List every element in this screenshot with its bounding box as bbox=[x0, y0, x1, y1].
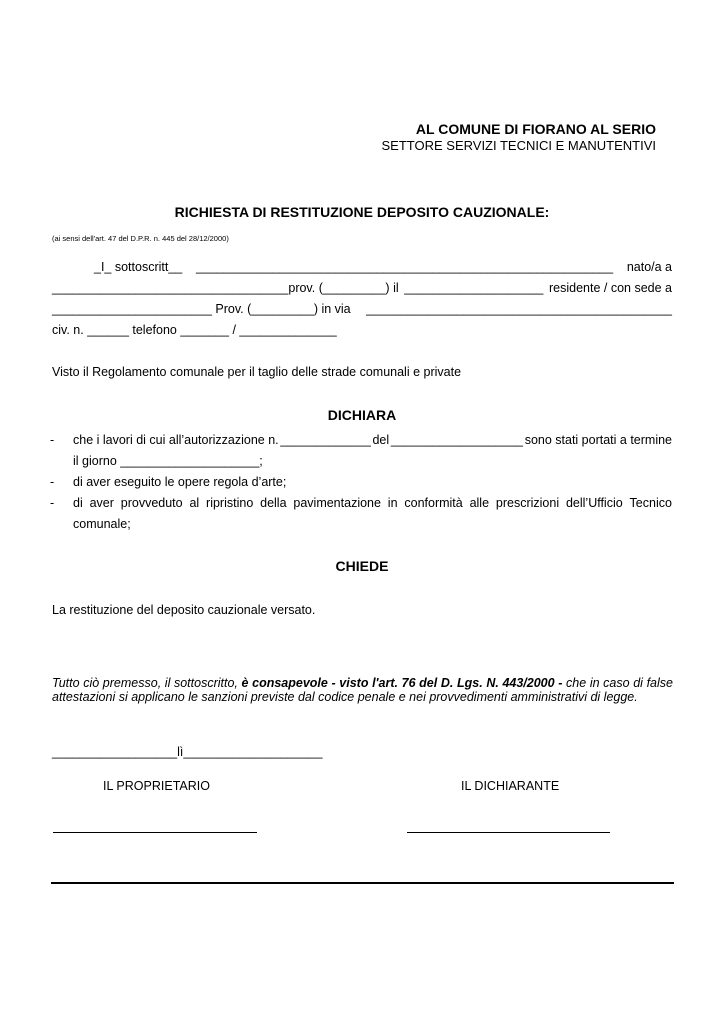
applicant-name-blank: ____________________________________________________________ bbox=[195, 260, 614, 274]
applicant-line-1-start: _I_ sottoscritt__ bbox=[94, 260, 183, 274]
declaration-item-3-word: conformità bbox=[404, 496, 463, 510]
applicant-line-1-end: nato/a a bbox=[626, 260, 672, 274]
legal-reference: (ai sensi dell'art. 47 del D.P.R. n. 445 del 28/12/2000) bbox=[52, 234, 229, 243]
declaration-item-3-word: al bbox=[189, 496, 200, 510]
declaration-item-3-word: Tecnico bbox=[629, 496, 672, 510]
declaration-dash-2: - bbox=[50, 475, 55, 489]
declaration-item-3-word: dell’Ufficio bbox=[565, 496, 623, 510]
recipient-name: AL COMUNE DI FIORANO AL SERIO bbox=[415, 121, 656, 137]
declaration-dash-3: - bbox=[50, 496, 55, 510]
owner-label: IL PROPRIETARIO bbox=[103, 779, 210, 793]
request-text: La restituzione del deposito cauzionale versato. bbox=[52, 603, 316, 617]
disclaimer-text bbox=[52, 676, 673, 704]
declaration-item-3-word: aver bbox=[89, 496, 114, 510]
disclaimer-bold: è consapevole - visto l'art. 76 del D. Lgs. N. 443/2000 - bbox=[241, 676, 563, 690]
document-title: RICHIESTA DI RESTITUZIONE DEPOSITO CAUZIONALE: bbox=[174, 204, 550, 220]
declaration-item-3-continuation: comunale; bbox=[73, 517, 131, 531]
applicant-line-3-start: _______________________ Prov. (_________) in via bbox=[52, 302, 351, 316]
declaration-item-1-continuation: il giorno ____________________; bbox=[73, 454, 263, 468]
applicant-line-2-start: __________________________________prov. (_________) il bbox=[52, 281, 399, 295]
applicant-line-2 bbox=[52, 281, 672, 295]
applicant-line-2-end: residente / con sede a bbox=[548, 281, 672, 295]
declarant-signature-line bbox=[407, 832, 610, 833]
declarant-label: IL DICHIARANTE bbox=[461, 779, 560, 793]
declaration-item-1-part: del bbox=[372, 433, 390, 447]
declaration-item-1-part: che i lavori di cui all’autorizzazione n. bbox=[73, 433, 279, 447]
declaration-item-3-word: di bbox=[73, 496, 83, 510]
bottom-rule bbox=[51, 882, 674, 884]
declaration-item-3-word: della bbox=[260, 496, 287, 510]
request-heading: CHIEDE bbox=[335, 558, 389, 574]
street-blank: ____________________________________________ bbox=[366, 302, 672, 316]
applicant-line-4: civ. n. ______ telefono _______ / ______________ bbox=[52, 323, 337, 337]
disclaimer-part-2: che in caso di false attestazioni si applicano le sanzioni previste dal codice penale e nei provvedimenti amministrativi di legge. bbox=[52, 676, 673, 704]
declaration-item-3-word: prescrizioni bbox=[495, 496, 560, 510]
declaration-item-3-word: pavimentazione bbox=[293, 496, 381, 510]
disclaimer-part-1: Tutto ciò premesso, il sottoscritto, bbox=[52, 676, 242, 690]
declaration-item-3-word: provveduto bbox=[120, 496, 183, 510]
authorization-date-blank: ___________________ bbox=[390, 433, 523, 447]
owner-signature-line bbox=[53, 832, 257, 833]
declaration-item-1 bbox=[73, 433, 672, 447]
authorization-number-blank: _____________ bbox=[280, 433, 371, 447]
place-date-line: __________________lì____________________ bbox=[52, 745, 323, 759]
regulation-text: Visto il Regolamento comunale per il taglio delle strade comunali e private bbox=[52, 365, 462, 379]
applicant-line-3 bbox=[52, 302, 672, 316]
declaration-item-2: di aver eseguito le opere regola d’arte; bbox=[73, 475, 287, 489]
birth-date-blank: ____________________ bbox=[404, 281, 544, 295]
declaration-item-3-word: in bbox=[387, 496, 398, 510]
declaration-item-3-word: alle bbox=[469, 496, 490, 510]
declaration-dash-1: - bbox=[50, 433, 55, 447]
declaration-item-3-word: ripristino bbox=[206, 496, 254, 510]
declaration-item-3 bbox=[73, 496, 672, 510]
recipient-department: SETTORE SERVIZI TECNICI E MANUTENTIVI bbox=[381, 138, 656, 153]
declaration-heading: DICHIARA bbox=[327, 407, 397, 423]
applicant-line-1 bbox=[52, 260, 672, 274]
declaration-item-1-part: sono stati portati a termine bbox=[524, 433, 672, 447]
